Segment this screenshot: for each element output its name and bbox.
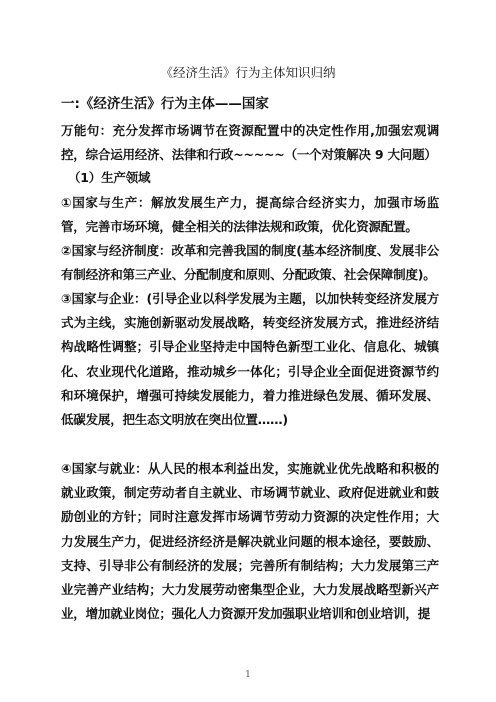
page-number: 1 bbox=[245, 670, 251, 680]
paragraph-state-enterprise: ③国家与企业：(引导企业以科学发展为主题，以加快转变经济发展方式为主线，实施创新驱动发展战略，转变经济发展方式，推进经济结构战略性调整；引导企业坚持走中国特色新型工业化、信息化、城镇化、农业现代化道路，推动城乡一体化；引导企业全面促进资源节约和环境保护，增强可持续发展能力，着力推进绿色发展、循环发展、低碳发展，把生态文明放在突出位置……) bbox=[61, 291, 439, 428]
subheading-production: （1）生产领域 bbox=[68, 170, 151, 185]
document-title: 《经济生活》行为主体知识归纳 bbox=[160, 65, 336, 80]
paragraph-state-employment: ④国家与就业：从人民的根本利益出发，实施就业优先战略和积极的就业政策，制定劳动者自主就业、市场调节就业、政府促进就业和鼓励创业的方针；同时注意发挥市场调节劳动力资源的决定性作用；大力发展生产力，促进经济经济是解决就业问题的根本途径，要鼓励、支持、引导非公有制经济的发展；完善所有制结构；大力发展第三产业完善产业结构；大力发展劳动密集型企业，大力发展战略型新兴产业，增加就业岗位；强化人力资源开发加强职业培训和创业培训，提 bbox=[61, 461, 439, 622]
paragraph-state-economic-system: ②国家与经济制度：改革和完善我国的制度(基本经济制度、发展非公有制经济和第三产业、分配制度和原则、分配政策、社会保障制度)。 bbox=[61, 243, 439, 283]
paragraph-state-production: ①国家与生产：解放发展生产力，提高综合经济实力，加强市场监管，完善市场环境，健全相关的法律法规和政策，优化资源配置。 bbox=[61, 195, 439, 235]
paragraph-universal-sentence: 万能句：充分发挥市场调节在资源配置中的决定性作用,加强宏观调控，综合运用经济、法律和行政~~~~~（一个对策解决 9 大问题） bbox=[61, 123, 439, 163]
section-heading: 一:《经济生活》行为主体——国家 bbox=[61, 96, 269, 112]
